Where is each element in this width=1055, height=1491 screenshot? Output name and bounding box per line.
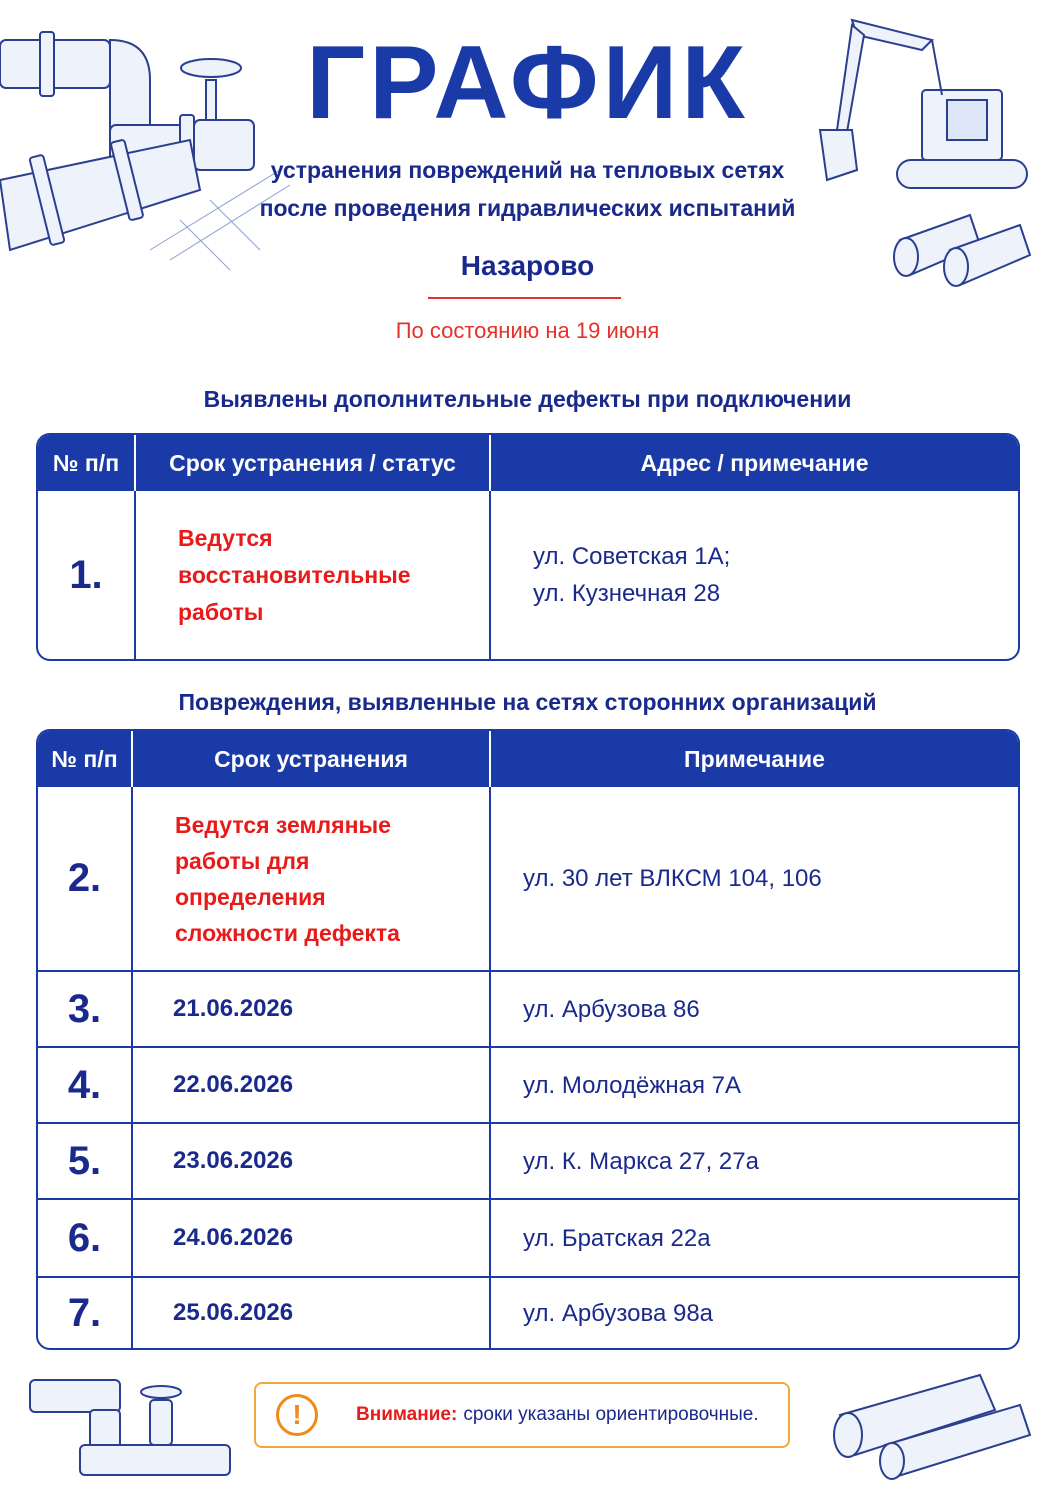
row-status	[136, 491, 491, 659]
status-line: Ведутся земляные	[175, 811, 391, 838]
row-number: 3.	[38, 970, 133, 1046]
section1-table	[36, 433, 1020, 661]
address-line: ул. Кузнечная 28	[533, 580, 721, 607]
page-title: ГРАФИК	[306, 25, 749, 141]
row-number: 7.	[38, 1276, 133, 1348]
column-header-address: Адрес / примечание	[491, 435, 1018, 491]
row-address: ул. Арбузова 98а	[491, 1276, 1018, 1348]
status-line: определения	[175, 883, 326, 910]
row-date: 25.06.2026	[133, 1276, 491, 1348]
pipe-sections-illustration-bottom-right	[830, 1365, 1040, 1485]
table-row	[38, 1122, 1018, 1198]
status-date: По состоянию на 19 июня	[395, 318, 660, 343]
address-line: ул. Советская 1А;	[533, 543, 731, 570]
row-date: 21.06.2026	[133, 970, 491, 1046]
row-number: 2.	[38, 787, 133, 970]
table-row	[38, 787, 1018, 970]
status-line: Ведутся	[178, 524, 273, 551]
row-number: 6.	[38, 1198, 133, 1276]
row-address: ул. Братская 22а	[491, 1198, 1018, 1276]
status-line: работы для	[175, 847, 310, 874]
column-header-status: Срок устранения / статус	[136, 435, 491, 491]
subtitle-line-1: устранения повреждений на тепловых сетях	[270, 157, 785, 183]
status-line: работы	[178, 598, 264, 625]
column-header-note: Примечание	[491, 731, 1018, 787]
table-row	[38, 1276, 1018, 1348]
row-address: ул. 30 лет ВЛКСМ 104, 106	[523, 865, 822, 892]
city-name: Назарово	[460, 250, 595, 281]
row-address: ул. К. Маркса 27, 27а	[491, 1122, 1018, 1198]
row-number: 4.	[38, 1046, 133, 1122]
city-underline	[428, 297, 621, 299]
notice-text: сроки указаны ориентировочные.	[463, 1404, 759, 1425]
row-address: ул. Молодёжная 7А	[491, 1046, 1018, 1122]
status-line: восстановительные	[178, 561, 411, 588]
column-header-number: № п/п	[38, 435, 136, 491]
valves-illustration-bottom-left	[20, 1370, 250, 1490]
row-status	[133, 787, 491, 970]
table-row	[38, 1198, 1018, 1276]
row-number: 1.	[38, 491, 136, 659]
row-address: ул. Арбузова 86	[491, 970, 1018, 1046]
row-number: 5.	[38, 1122, 133, 1198]
notice-box	[254, 1382, 790, 1448]
section1-title: Выявлены дополнительные дефекты при подключении	[203, 386, 852, 412]
section2-title: Повреждения, выявленные на сетях сторонних организаций	[178, 689, 877, 715]
row-date: 24.06.2026	[133, 1198, 491, 1276]
table-row	[38, 970, 1018, 1046]
status-line: сложности дефекта	[175, 919, 400, 946]
column-header-number: № п/п	[38, 731, 133, 787]
row-date: 22.06.2026	[133, 1046, 491, 1122]
row-address	[491, 491, 1018, 659]
table-row	[38, 1046, 1018, 1122]
notice-label: Внимание:	[356, 1404, 458, 1425]
warning-icon: !	[276, 1394, 318, 1436]
table-row	[38, 491, 1018, 659]
row-date: 23.06.2026	[133, 1122, 491, 1198]
section2-table	[36, 729, 1020, 1350]
subtitle-line-2: после проведения гидравлических испытаний	[259, 195, 796, 221]
column-header-deadline: Срок устранения	[133, 731, 491, 787]
